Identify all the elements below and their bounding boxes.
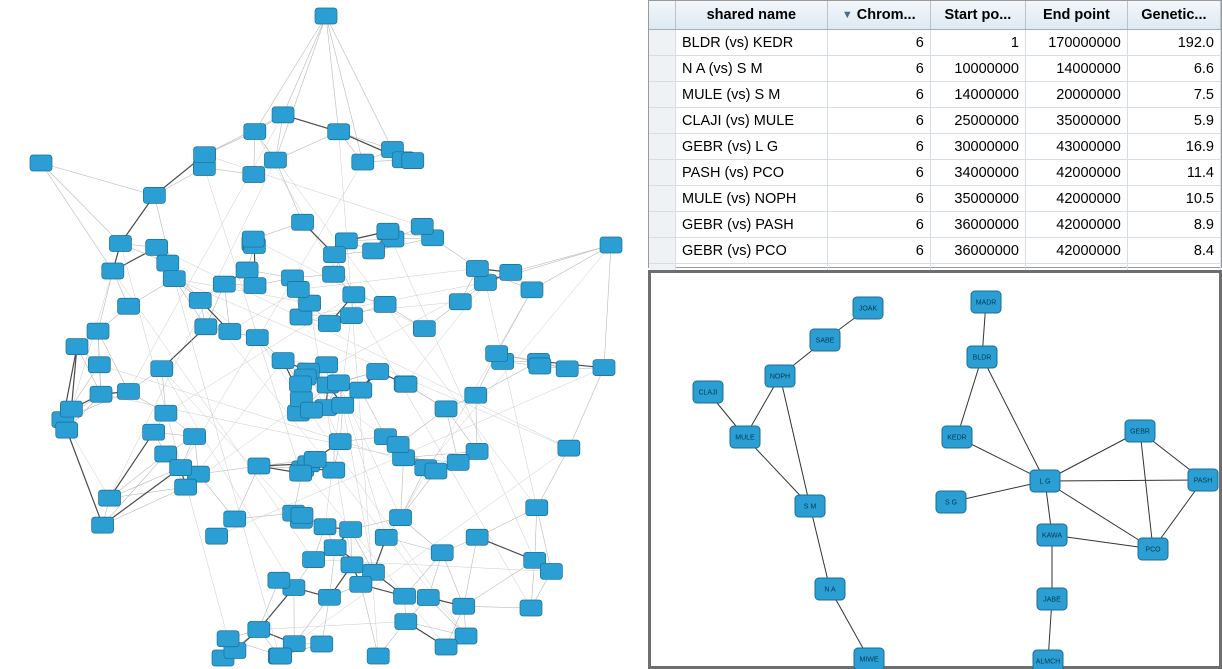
network-node[interactable]: [343, 287, 365, 303]
node-label: MIWE: [859, 656, 879, 664]
node-label: PCO: [1145, 546, 1161, 554]
network-node[interactable]: [367, 648, 389, 664]
cell-end-point: 170000000: [1025, 30, 1127, 56]
network-edge[interactable]: [283, 16, 326, 115]
network-edge[interactable]: [98, 271, 113, 331]
network-node[interactable]: [540, 563, 562, 579]
network-node[interactable]: [455, 628, 477, 644]
filter-icon[interactable]: ▼: [841, 9, 853, 22]
network-node[interactable]: [290, 465, 312, 481]
network-node[interactable]: [323, 266, 345, 282]
network-node[interactable]: [88, 357, 110, 373]
network-node[interactable]: [146, 239, 168, 255]
network-edge[interactable]: [162, 369, 294, 588]
network-node[interactable]: [453, 598, 475, 614]
network-node[interactable]: [350, 382, 372, 398]
cell-end-point: 14000000: [1025, 56, 1127, 82]
sub-network-node[interactable]: [693, 381, 723, 403]
cell-end-point: 42000000: [1025, 160, 1127, 186]
cell-genetic: 7.5: [1127, 82, 1220, 108]
sub-network-edge[interactable]: [982, 357, 1045, 481]
network-node[interactable]: [289, 376, 311, 392]
row-grip: [649, 134, 676, 160]
network-edge[interactable]: [166, 295, 354, 413]
sub-network-edge[interactable]: [810, 506, 830, 589]
network-node[interactable]: [248, 458, 270, 474]
network-node[interactable]: [600, 237, 622, 253]
cell-start-point: 36000000: [930, 238, 1025, 264]
network-node[interactable]: [394, 588, 416, 604]
network-node[interactable]: [60, 401, 82, 417]
network-edge[interactable]: [343, 405, 374, 572]
network-node[interactable]: [327, 375, 349, 391]
cell-shared-name: MULE (vs) NOPH: [676, 186, 828, 212]
network-node[interactable]: [194, 147, 216, 163]
network-node[interactable]: [465, 387, 487, 403]
sub-network-node[interactable]: [1188, 469, 1218, 491]
network-node[interactable]: [352, 154, 374, 170]
network-edge[interactable]: [532, 245, 611, 290]
network-node[interactable]: [435, 401, 457, 417]
network-node[interactable]: [217, 631, 239, 647]
network-node[interactable]: [195, 319, 217, 335]
network-node[interactable]: [248, 622, 270, 638]
network-node[interactable]: [328, 124, 350, 140]
network-node[interactable]: [558, 440, 580, 456]
node-label: JABE: [1043, 596, 1061, 604]
sub-network-node[interactable]: [1125, 420, 1155, 442]
network-node[interactable]: [303, 552, 325, 568]
column-header-chromosome[interactable]: [827, 1, 930, 30]
network-node[interactable]: [593, 360, 615, 376]
network-node[interactable]: [236, 262, 258, 278]
table-row[interactable]: [649, 108, 1221, 134]
row-grip: [649, 160, 676, 186]
network-node[interactable]: [243, 166, 265, 182]
network-node[interactable]: [425, 463, 447, 479]
network-node[interactable]: [143, 424, 165, 440]
cell-genetic: 192.0: [1127, 30, 1220, 56]
network-node[interactable]: [447, 454, 469, 470]
network-node[interactable]: [529, 358, 551, 374]
node-label: MULE: [735, 434, 755, 442]
data-table: [649, 1, 1221, 290]
sub-network-node[interactable]: [1138, 538, 1168, 560]
cell-start-point: 25000000: [930, 108, 1025, 134]
network-node[interactable]: [431, 545, 453, 561]
sub-network-node[interactable]: [1037, 588, 1067, 610]
table-row[interactable]: [649, 30, 1221, 56]
cell-genetic: 16.9: [1127, 134, 1220, 160]
column-header-end-point[interactable]: [1025, 1, 1127, 30]
node-label: PASH: [1193, 477, 1213, 485]
node-label: KAWA: [1041, 532, 1063, 540]
cell-end-point: 20000000: [1025, 82, 1127, 108]
network-node[interactable]: [118, 298, 140, 314]
cell-shared-name: GEBR (vs) PCO: [676, 238, 828, 264]
network-edge[interactable]: [401, 458, 404, 518]
network-edge[interactable]: [604, 245, 611, 368]
column-label: shared name: [706, 7, 797, 23]
cell-end-point: 35000000: [1025, 108, 1127, 134]
network-node[interactable]: [242, 231, 264, 247]
cell-start-point: 1: [930, 30, 1025, 56]
network-node[interactable]: [155, 405, 177, 421]
network-node[interactable]: [526, 500, 548, 516]
column-label: Start po...: [944, 7, 1012, 23]
network-node[interactable]: [395, 376, 417, 392]
sub-network-node[interactable]: [853, 297, 883, 319]
node-label: MADR: [975, 299, 997, 307]
table-row[interactable]: [649, 134, 1221, 160]
cell-chromosome: 6: [827, 238, 930, 264]
network-node[interactable]: [157, 255, 179, 271]
table-row[interactable]: [649, 56, 1221, 82]
cell-start-point: 36000000: [930, 212, 1025, 238]
network-node[interactable]: [486, 346, 508, 362]
network-node[interactable]: [315, 8, 337, 24]
network-node[interactable]: [318, 589, 340, 605]
sub-network-node[interactable]: [730, 426, 760, 448]
sub-network-node[interactable]: [967, 346, 997, 368]
network-node[interactable]: [117, 383, 139, 399]
table-header-row: [649, 1, 1221, 30]
row-grip: [649, 108, 676, 134]
row-grip: [649, 212, 676, 238]
node-label: ALMCH: [1035, 658, 1061, 666]
network-node[interactable]: [175, 479, 197, 495]
network-node[interactable]: [367, 363, 389, 379]
cell-shared-name: GEBR (vs) L G: [676, 134, 828, 160]
row-grip: [649, 56, 676, 82]
network-node[interactable]: [363, 243, 385, 259]
network-nodes: [30, 8, 622, 666]
cell-chromosome: 6: [827, 30, 930, 56]
sub-network-node[interactable]: [795, 495, 825, 517]
network-node[interactable]: [500, 264, 522, 280]
network-node[interactable]: [291, 507, 313, 523]
network-edge[interactable]: [275, 160, 302, 222]
node-label: CLAJI: [698, 389, 718, 397]
cell-shared-name: BLDR (vs) KEDR: [676, 30, 828, 56]
table-row[interactable]: [649, 82, 1221, 108]
cell-end-point: 42000000: [1025, 238, 1127, 264]
network-node[interactable]: [435, 639, 457, 655]
node-label: SABE: [815, 337, 835, 345]
network-edge[interactable]: [41, 163, 154, 195]
network-node[interactable]: [520, 600, 542, 616]
network-node[interactable]: [521, 282, 543, 298]
cell-genetic: 5.9: [1127, 108, 1220, 134]
network-node[interactable]: [268, 572, 290, 588]
network-node[interactable]: [272, 107, 294, 123]
sub-network-edge[interactable]: [1045, 480, 1203, 481]
network-node[interactable]: [90, 386, 112, 402]
cell-shared-name: PASH (vs) PCO: [676, 160, 828, 186]
network-edge[interactable]: [569, 368, 604, 449]
network-node[interactable]: [264, 152, 286, 168]
table-row[interactable]: [649, 212, 1221, 238]
network-node[interactable]: [387, 437, 409, 453]
cell-chromosome: 6: [827, 82, 930, 108]
sub-network-node[interactable]: [942, 426, 972, 448]
network-edge[interactable]: [259, 622, 406, 630]
column-label: Genetic...: [1141, 7, 1207, 23]
cell-shared-name: GEBR (vs) PASH: [676, 212, 828, 238]
sub-network-canvas[interactable]: [651, 273, 1219, 666]
network-node[interactable]: [151, 361, 173, 377]
cell-chromosome: 6: [827, 160, 930, 186]
sub-network-edge[interactable]: [780, 376, 810, 506]
network-node[interactable]: [375, 529, 397, 545]
node-label: GEBR: [1130, 428, 1150, 436]
network-node[interactable]: [324, 247, 346, 263]
sub-network-node[interactable]: [971, 291, 1001, 313]
cell-start-point: 35000000: [930, 186, 1025, 212]
node-label: BLDR: [972, 354, 992, 362]
network-node[interactable]: [184, 429, 206, 445]
sub-network-node[interactable]: [936, 491, 966, 513]
network-node[interactable]: [340, 522, 362, 538]
network-edge[interactable]: [103, 454, 166, 525]
network-node[interactable]: [556, 361, 578, 377]
sub-network-node[interactable]: [765, 365, 795, 387]
network-node[interactable]: [99, 490, 121, 506]
network-edge[interactable]: [41, 163, 113, 271]
sub-network-node[interactable]: [854, 648, 884, 669]
table-body: [649, 30, 1221, 290]
network-node[interactable]: [66, 339, 88, 355]
cell-chromosome: 6: [827, 108, 930, 134]
network-node[interactable]: [350, 576, 372, 592]
node-label: L G: [1039, 478, 1051, 486]
cell-shared-name: N A (vs) S M: [676, 56, 828, 82]
column-header-genetic[interactable]: [1127, 1, 1220, 30]
network-edge[interactable]: [464, 537, 477, 606]
cell-genetic: 8.9: [1127, 212, 1220, 238]
network-node[interactable]: [213, 276, 235, 292]
cell-start-point: 14000000: [930, 82, 1025, 108]
network-node[interactable]: [189, 292, 211, 308]
cell-chromosome: 6: [827, 186, 930, 212]
network-node[interactable]: [287, 281, 309, 297]
cell-shared-name: CLAJI (vs) MULE: [676, 108, 828, 134]
node-label: N A: [824, 586, 836, 594]
network-node[interactable]: [318, 316, 340, 332]
row-grip: [649, 82, 676, 108]
network-edge[interactable]: [110, 432, 154, 498]
sub-network-node[interactable]: [810, 329, 840, 351]
network-node[interactable]: [341, 557, 363, 573]
row-grip: [649, 238, 676, 264]
network-node[interactable]: [474, 275, 496, 291]
network-edge[interactable]: [275, 16, 326, 160]
edge-attribute-table[interactable]: [648, 0, 1222, 268]
network-edge[interactable]: [537, 448, 569, 508]
network-node[interactable]: [92, 517, 114, 533]
network-node[interactable]: [390, 510, 412, 526]
network-node[interactable]: [109, 235, 131, 251]
network-node[interactable]: [449, 294, 471, 310]
network-edge[interactable]: [326, 16, 339, 132]
cell-end-point: 43000000: [1025, 134, 1127, 160]
network-edge[interactable]: [162, 369, 302, 521]
table-row[interactable]: [649, 160, 1221, 186]
network-edge[interactable]: [41, 163, 120, 243]
row-grip-header: [649, 1, 676, 30]
cell-genetic: 11.4: [1127, 160, 1220, 186]
network-node[interactable]: [87, 323, 109, 339]
network-node[interactable]: [466, 529, 488, 545]
network-node[interactable]: [341, 308, 363, 324]
network-node[interactable]: [332, 397, 354, 413]
cell-chromosome: 6: [827, 212, 930, 238]
network-node[interactable]: [417, 590, 439, 606]
cell-start-point: 34000000: [930, 160, 1025, 186]
node-label: KEDR: [947, 434, 967, 442]
network-node[interactable]: [272, 353, 294, 369]
network-node[interactable]: [219, 324, 241, 340]
network-node[interactable]: [301, 402, 323, 418]
network-node[interactable]: [170, 460, 192, 476]
network-node[interactable]: [246, 330, 268, 346]
network-node[interactable]: [206, 528, 228, 544]
network-node[interactable]: [314, 519, 336, 535]
cell-start-point: 10000000: [930, 56, 1025, 82]
sub-network-view[interactable]: [648, 270, 1222, 669]
node-label: JOAK: [858, 305, 878, 313]
cell-genetic: 6.6: [1127, 56, 1220, 82]
sub-network-node[interactable]: [815, 578, 845, 600]
sub-network-edge[interactable]: [1140, 431, 1153, 549]
cell-genetic: 8.4: [1127, 238, 1220, 264]
sub-network-edges: [708, 299, 1203, 661]
row-grip: [649, 186, 676, 212]
column-label: End point: [1042, 7, 1110, 23]
network-node[interactable]: [411, 218, 433, 234]
network-node[interactable]: [466, 261, 488, 277]
network-node[interactable]: [311, 636, 333, 652]
table-row[interactable]: [649, 186, 1221, 212]
network-node[interactable]: [395, 614, 417, 630]
network-node[interactable]: [413, 321, 435, 337]
row-grip: [649, 30, 676, 56]
cell-end-point: 42000000: [1025, 186, 1127, 212]
cell-genetic: 10.5: [1127, 186, 1220, 212]
cell-end-point: 42000000: [1025, 212, 1127, 238]
cell-chromosome: 6: [827, 134, 930, 160]
network-node[interactable]: [244, 124, 266, 140]
cell-chromosome: 6: [827, 56, 930, 82]
network-node[interactable]: [270, 648, 292, 664]
network-node[interactable]: [324, 540, 346, 556]
network-node[interactable]: [143, 187, 165, 203]
network-node[interactable]: [374, 296, 396, 312]
network-edge[interactable]: [181, 162, 363, 468]
column-header-start-point[interactable]: [930, 1, 1025, 30]
node-label: S M: [803, 503, 817, 511]
network-node[interactable]: [377, 223, 399, 239]
network-node[interactable]: [30, 155, 52, 171]
sub-network-node[interactable]: [1033, 650, 1063, 669]
network-node[interactable]: [329, 434, 351, 450]
network-node[interactable]: [56, 422, 78, 438]
network-node[interactable]: [224, 511, 246, 527]
network-edge[interactable]: [511, 245, 611, 272]
network-node[interactable]: [163, 271, 185, 287]
node-label: NOPH: [769, 373, 791, 381]
cell-start-point: 30000000: [930, 134, 1025, 160]
network-node[interactable]: [292, 214, 314, 230]
column-label: Chrom...: [856, 7, 916, 23]
network-node[interactable]: [102, 263, 124, 279]
sub-network-node[interactable]: [1030, 470, 1060, 492]
network-node[interactable]: [244, 278, 266, 294]
table-row[interactable]: [649, 238, 1221, 264]
sub-network-node[interactable]: [1037, 524, 1067, 546]
column-header-shared-name[interactable]: [676, 1, 828, 30]
node-label: S G: [944, 499, 958, 507]
cell-shared-name: MULE (vs) S M: [676, 82, 828, 108]
sub-network-edge[interactable]: [957, 357, 982, 437]
network-node[interactable]: [402, 153, 424, 169]
